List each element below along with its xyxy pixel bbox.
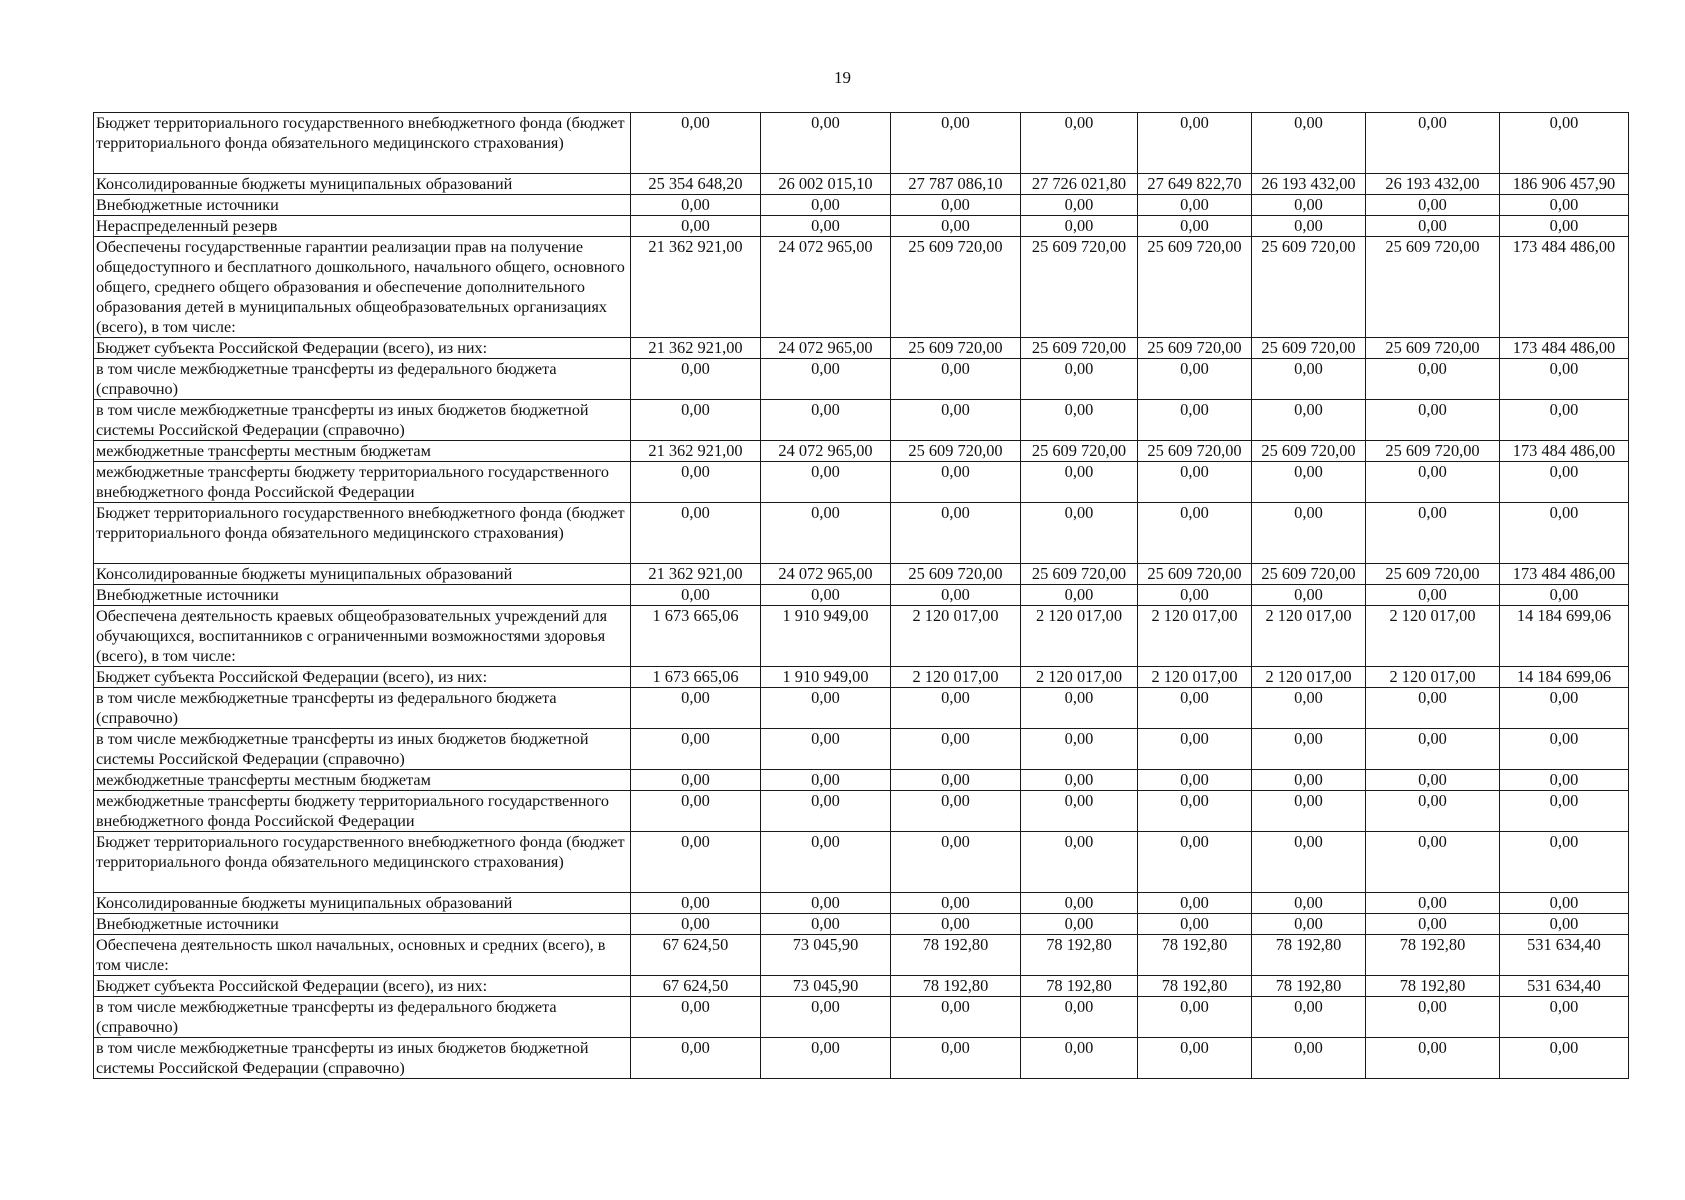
value-cell: 0,00 (891, 893, 1021, 914)
value-cell: 0,00 (891, 770, 1021, 791)
value-cell: 0,00 (1252, 770, 1366, 791)
table-row (94, 667, 1629, 688)
value-cell: 0,00 (1366, 359, 1500, 400)
value-cell: 0,00 (891, 195, 1021, 216)
value-cell: 0,00 (1366, 914, 1500, 935)
value-cell: 14 184 699,06 (1500, 606, 1629, 667)
value-cell: 25 609 720,00 (1366, 441, 1500, 462)
value-cell: 1 910 949,00 (761, 667, 891, 688)
value-cell: 25 609 720,00 (891, 338, 1021, 359)
value-cell: 0,00 (1252, 832, 1366, 893)
row-label: в том числе межбюджетные трансферты из иных бюджетов бюджетной системы Российской Федерации (справочно) (94, 1038, 631, 1079)
table-row (94, 359, 1629, 400)
value-cell: 0,00 (761, 1038, 891, 1079)
row-label: Обеспечена деятельность краевых общеобразовательных учреждений для обучающихся, воспитанников с ограниченными возможностями здоровья (всего), в том числе: (94, 606, 631, 667)
value-cell: 0,00 (631, 585, 761, 606)
value-cell: 0,00 (1500, 997, 1629, 1038)
value-cell: 0,00 (1500, 216, 1629, 237)
row-label: Бюджет территориального государственного внебюджетного фонда (бюджет территориального фонда обязательного медицинского страхования) (94, 503, 631, 564)
value-cell: 0,00 (1138, 729, 1252, 770)
value-cell: 0,00 (1252, 688, 1366, 729)
value-cell: 0,00 (1366, 1038, 1500, 1079)
value-cell: 0,00 (1500, 893, 1629, 914)
value-cell: 0,00 (761, 400, 891, 441)
value-cell: 25 609 720,00 (1021, 338, 1138, 359)
table-row (94, 503, 1629, 564)
value-cell: 67 624,50 (631, 935, 761, 976)
value-cell: 0,00 (631, 688, 761, 729)
value-cell: 2 120 017,00 (1021, 606, 1138, 667)
value-cell: 25 609 720,00 (891, 564, 1021, 585)
value-cell: 0,00 (1138, 1038, 1252, 1079)
value-cell: 0,00 (1252, 997, 1366, 1038)
value-cell: 0,00 (761, 216, 891, 237)
value-cell: 0,00 (631, 113, 761, 174)
value-cell: 24 072 965,00 (761, 338, 891, 359)
value-cell: 0,00 (891, 688, 1021, 729)
value-cell: 0,00 (1252, 893, 1366, 914)
value-cell: 0,00 (1500, 400, 1629, 441)
table-row (94, 441, 1629, 462)
value-cell: 0,00 (1500, 113, 1629, 174)
value-cell: 24 072 965,00 (761, 564, 891, 585)
row-label: в том числе межбюджетные трансферты из иных бюджетов бюджетной системы Российской Федерации (справочно) (94, 729, 631, 770)
value-cell: 0,00 (1500, 585, 1629, 606)
value-cell: 0,00 (891, 997, 1021, 1038)
value-cell: 0,00 (1138, 359, 1252, 400)
value-cell: 0,00 (891, 113, 1021, 174)
value-cell: 25 609 720,00 (1021, 441, 1138, 462)
value-cell: 0,00 (891, 914, 1021, 935)
table-row (94, 729, 1629, 770)
value-cell: 14 184 699,06 (1500, 667, 1629, 688)
row-label: Бюджет субъекта Российской Федерации (всего), из них: (94, 667, 631, 688)
value-cell: 0,00 (761, 462, 891, 503)
row-label: в том числе межбюджетные трансферты из федерального бюджета (справочно) (94, 359, 631, 400)
value-cell: 78 192,80 (1252, 976, 1366, 997)
value-cell: 0,00 (1366, 729, 1500, 770)
value-cell: 0,00 (891, 832, 1021, 893)
value-cell: 0,00 (1366, 462, 1500, 503)
value-cell: 26 002 015,10 (761, 174, 891, 195)
value-cell: 25 609 720,00 (1252, 564, 1366, 585)
page-number: 19 (834, 68, 851, 87)
value-cell: 0,00 (631, 997, 761, 1038)
value-cell: 2 120 017,00 (1366, 667, 1500, 688)
value-cell: 25 609 720,00 (1021, 237, 1138, 338)
value-cell: 0,00 (1138, 585, 1252, 606)
value-cell: 25 609 720,00 (1021, 564, 1138, 585)
row-label: Бюджет территориального государственного внебюджетного фонда (бюджет территориального фонда обязательного медицинского страхования) (94, 832, 631, 893)
value-cell: 78 192,80 (1021, 935, 1138, 976)
value-cell: 78 192,80 (891, 976, 1021, 997)
value-cell: 0,00 (1252, 195, 1366, 216)
value-cell: 0,00 (761, 585, 891, 606)
row-label: межбюджетные трансферты местным бюджетам (94, 441, 631, 462)
row-label: Внебюджетные источники (94, 585, 631, 606)
value-cell: 0,00 (891, 462, 1021, 503)
value-cell: 25 609 720,00 (891, 237, 1021, 338)
table-row (94, 400, 1629, 441)
value-cell: 78 192,80 (1366, 976, 1500, 997)
value-cell: 25 609 720,00 (1366, 564, 1500, 585)
value-cell: 0,00 (1366, 503, 1500, 564)
table-row (94, 113, 1629, 174)
value-cell: 0,00 (631, 770, 761, 791)
value-cell: 0,00 (631, 729, 761, 770)
value-cell: 0,00 (1138, 791, 1252, 832)
value-cell: 0,00 (631, 400, 761, 441)
table-row (94, 195, 1629, 216)
value-cell: 0,00 (1252, 400, 1366, 441)
table-row (94, 585, 1629, 606)
value-cell: 25 609 720,00 (1138, 338, 1252, 359)
value-cell: 0,00 (761, 359, 891, 400)
value-cell: 0,00 (1500, 195, 1629, 216)
value-cell: 0,00 (1021, 1038, 1138, 1079)
value-cell: 1 910 949,00 (761, 606, 891, 667)
value-cell: 0,00 (1252, 462, 1366, 503)
value-cell: 0,00 (891, 503, 1021, 564)
value-cell: 0,00 (1500, 462, 1629, 503)
value-cell: 0,00 (1021, 729, 1138, 770)
row-label: Обеспечены государственные гарантии реализации прав на получение общедоступного и бесплатного дошкольного, начального общего, основного общего, среднего общего образования и обеспечение дополнительного образования детей в муниципальных общеобразовательных организациях (всего), в том числе: (94, 237, 631, 338)
value-cell: 0,00 (1138, 195, 1252, 216)
value-cell: 0,00 (1500, 914, 1629, 935)
value-cell: 25 609 720,00 (1366, 338, 1500, 359)
value-cell: 0,00 (761, 914, 891, 935)
value-cell: 0,00 (891, 585, 1021, 606)
value-cell: 2 120 017,00 (1252, 606, 1366, 667)
value-cell: 0,00 (1500, 770, 1629, 791)
table-row (94, 1038, 1629, 1079)
value-cell: 0,00 (1138, 893, 1252, 914)
value-cell: 2 120 017,00 (1138, 606, 1252, 667)
value-cell: 25 354 648,20 (631, 174, 761, 195)
value-cell: 73 045,90 (761, 935, 891, 976)
value-cell: 0,00 (1366, 585, 1500, 606)
table-row (94, 237, 1629, 338)
table-row (94, 338, 1629, 359)
value-cell: 25 609 720,00 (1252, 338, 1366, 359)
value-cell: 0,00 (1138, 997, 1252, 1038)
value-cell: 2 120 017,00 (891, 667, 1021, 688)
value-cell: 0,00 (1138, 113, 1252, 174)
value-cell: 0,00 (1021, 585, 1138, 606)
value-cell: 0,00 (1138, 688, 1252, 729)
value-cell: 0,00 (1366, 997, 1500, 1038)
value-cell: 0,00 (1366, 113, 1500, 174)
value-cell: 0,00 (1252, 216, 1366, 237)
value-cell: 78 192,80 (1138, 976, 1252, 997)
value-cell: 0,00 (1500, 729, 1629, 770)
value-cell: 0,00 (1366, 770, 1500, 791)
value-cell: 0,00 (1500, 688, 1629, 729)
table-row (94, 174, 1629, 195)
value-cell: 0,00 (1021, 195, 1138, 216)
value-cell: 0,00 (1021, 113, 1138, 174)
value-cell: 173 484 486,00 (1500, 338, 1629, 359)
value-cell: 2 120 017,00 (1021, 667, 1138, 688)
value-cell: 0,00 (1252, 791, 1366, 832)
value-cell: 0,00 (761, 791, 891, 832)
row-label: Внебюджетные источники (94, 914, 631, 935)
value-cell: 0,00 (631, 914, 761, 935)
value-cell: 531 634,40 (1500, 935, 1629, 976)
row-label: Внебюджетные источники (94, 195, 631, 216)
row-label: Консолидированные бюджеты муниципальных образований (94, 564, 631, 585)
value-cell: 0,00 (1021, 832, 1138, 893)
value-cell: 2 120 017,00 (1252, 667, 1366, 688)
value-cell: 0,00 (761, 503, 891, 564)
value-cell: 21 362 921,00 (631, 237, 761, 338)
value-cell: 0,00 (1252, 113, 1366, 174)
row-label: Консолидированные бюджеты муниципальных образований (94, 893, 631, 914)
value-cell: 2 120 017,00 (1366, 606, 1500, 667)
value-cell: 0,00 (631, 1038, 761, 1079)
row-label: межбюджетные трансферты местным бюджетам (94, 770, 631, 791)
row-label: в том числе межбюджетные трансферты из иных бюджетов бюджетной системы Российской Федерации (справочно) (94, 400, 631, 441)
value-cell: 531 634,40 (1500, 976, 1629, 997)
table-row (94, 462, 1629, 503)
row-label: Бюджет субъекта Российской Федерации (всего), из них: (94, 338, 631, 359)
value-cell: 0,00 (761, 113, 891, 174)
value-cell: 25 609 720,00 (1366, 237, 1500, 338)
table-row (94, 976, 1629, 997)
row-label: Бюджет субъекта Российской Федерации (всего), из них: (94, 976, 631, 997)
value-cell: 0,00 (1021, 770, 1138, 791)
value-cell: 0,00 (891, 729, 1021, 770)
value-cell: 0,00 (631, 893, 761, 914)
value-cell: 1 673 665,06 (631, 606, 761, 667)
value-cell: 0,00 (1138, 503, 1252, 564)
value-cell: 0,00 (1366, 216, 1500, 237)
value-cell: 0,00 (1500, 359, 1629, 400)
value-cell: 73 045,90 (761, 976, 891, 997)
row-label: межбюджетные трансферты бюджету территориального государственного внебюджетного фонда Российской Федерации (94, 791, 631, 832)
value-cell: 21 362 921,00 (631, 441, 761, 462)
value-cell: 0,00 (631, 195, 761, 216)
value-cell: 21 362 921,00 (631, 338, 761, 359)
value-cell: 0,00 (1138, 400, 1252, 441)
value-cell: 78 192,80 (891, 935, 1021, 976)
value-cell: 24 072 965,00 (761, 237, 891, 338)
value-cell: 0,00 (1500, 791, 1629, 832)
value-cell: 0,00 (761, 770, 891, 791)
value-cell: 25 609 720,00 (1138, 237, 1252, 338)
table-row (94, 914, 1629, 935)
value-cell: 0,00 (1021, 359, 1138, 400)
table-row (94, 791, 1629, 832)
value-cell: 0,00 (1252, 1038, 1366, 1079)
table-row (94, 997, 1629, 1038)
value-cell: 0,00 (1366, 688, 1500, 729)
budget-table (93, 112, 1629, 1079)
value-cell: 0,00 (1138, 462, 1252, 503)
value-cell: 0,00 (1252, 914, 1366, 935)
table-row (94, 606, 1629, 667)
value-cell: 0,00 (1021, 997, 1138, 1038)
row-label: в том числе межбюджетные трансферты из федерального бюджета (справочно) (94, 688, 631, 729)
value-cell: 0,00 (631, 216, 761, 237)
value-cell: 0,00 (631, 359, 761, 400)
value-cell: 186 906 457,90 (1500, 174, 1629, 195)
value-cell: 78 192,80 (1252, 935, 1366, 976)
value-cell: 25 609 720,00 (891, 441, 1021, 462)
value-cell: 2 120 017,00 (1138, 667, 1252, 688)
table-row (94, 564, 1629, 585)
value-cell: 0,00 (1366, 791, 1500, 832)
value-cell: 0,00 (1138, 914, 1252, 935)
value-cell: 173 484 486,00 (1500, 237, 1629, 338)
table-body (94, 113, 1629, 1079)
value-cell: 0,00 (761, 195, 891, 216)
row-label: в том числе межбюджетные трансферты из федерального бюджета (справочно) (94, 997, 631, 1038)
value-cell: 24 072 965,00 (761, 441, 891, 462)
value-cell: 0,00 (1500, 503, 1629, 564)
value-cell: 0,00 (1021, 791, 1138, 832)
value-cell: 0,00 (631, 503, 761, 564)
value-cell: 0,00 (1500, 832, 1629, 893)
value-cell: 0,00 (761, 688, 891, 729)
value-cell: 0,00 (1021, 400, 1138, 441)
value-cell: 173 484 486,00 (1500, 564, 1629, 585)
value-cell: 0,00 (891, 216, 1021, 237)
value-cell: 0,00 (891, 400, 1021, 441)
value-cell: 0,00 (1252, 729, 1366, 770)
value-cell: 2 120 017,00 (891, 606, 1021, 667)
table-row (94, 893, 1629, 914)
value-cell: 25 609 720,00 (1252, 441, 1366, 462)
value-cell: 0,00 (631, 832, 761, 893)
row-label: Консолидированные бюджеты муниципальных образований (94, 174, 631, 195)
value-cell: 0,00 (1500, 1038, 1629, 1079)
value-cell: 0,00 (1252, 503, 1366, 564)
value-cell: 0,00 (891, 1038, 1021, 1079)
row-label: межбюджетные трансферты бюджету территориального государственного внебюджетного фонда Российской Федерации (94, 462, 631, 503)
value-cell: 25 609 720,00 (1252, 237, 1366, 338)
value-cell: 1 673 665,06 (631, 667, 761, 688)
value-cell: 0,00 (1021, 503, 1138, 564)
table-row (94, 935, 1629, 976)
value-cell: 21 362 921,00 (631, 564, 761, 585)
value-cell: 0,00 (1138, 832, 1252, 893)
value-cell: 0,00 (631, 462, 761, 503)
value-cell: 0,00 (761, 997, 891, 1038)
value-cell: 0,00 (1021, 688, 1138, 729)
value-cell: 78 192,80 (1021, 976, 1138, 997)
value-cell: 27 787 086,10 (891, 174, 1021, 195)
value-cell: 0,00 (891, 359, 1021, 400)
value-cell: 27 726 021,80 (1021, 174, 1138, 195)
value-cell: 78 192,80 (1138, 935, 1252, 976)
value-cell: 78 192,80 (1366, 935, 1500, 976)
table-row (94, 688, 1629, 729)
value-cell: 0,00 (891, 791, 1021, 832)
value-cell: 0,00 (1366, 893, 1500, 914)
row-label: Нераспределенный резерв (94, 216, 631, 237)
row-label: Бюджет территориального государственного внебюджетного фонда (бюджет территориального фонда обязательного медицинского страхования) (94, 113, 631, 174)
value-cell: 0,00 (1366, 400, 1500, 441)
value-cell: 0,00 (761, 729, 891, 770)
table-row (94, 832, 1629, 893)
value-cell: 25 609 720,00 (1138, 441, 1252, 462)
value-cell: 27 649 822,70 (1138, 174, 1252, 195)
value-cell: 0,00 (1366, 195, 1500, 216)
value-cell: 0,00 (761, 893, 891, 914)
table-row (94, 216, 1629, 237)
value-cell: 0,00 (1138, 216, 1252, 237)
value-cell: 67 624,50 (631, 976, 761, 997)
table-row (94, 770, 1629, 791)
value-cell: 25 609 720,00 (1138, 564, 1252, 585)
value-cell: 26 193 432,00 (1252, 174, 1366, 195)
value-cell: 0,00 (1252, 585, 1366, 606)
value-cell: 173 484 486,00 (1500, 441, 1629, 462)
value-cell: 0,00 (1021, 216, 1138, 237)
value-cell: 0,00 (761, 832, 891, 893)
value-cell: 0,00 (1021, 462, 1138, 503)
value-cell: 26 193 432,00 (1366, 174, 1500, 195)
value-cell: 0,00 (631, 791, 761, 832)
value-cell: 0,00 (1021, 914, 1138, 935)
row-label: Обеспечена деятельность школ начальных, основных и средних (всего), в том числе: (94, 935, 631, 976)
value-cell: 0,00 (1252, 359, 1366, 400)
value-cell: 0,00 (1021, 893, 1138, 914)
value-cell: 0,00 (1138, 770, 1252, 791)
value-cell: 0,00 (1366, 832, 1500, 893)
